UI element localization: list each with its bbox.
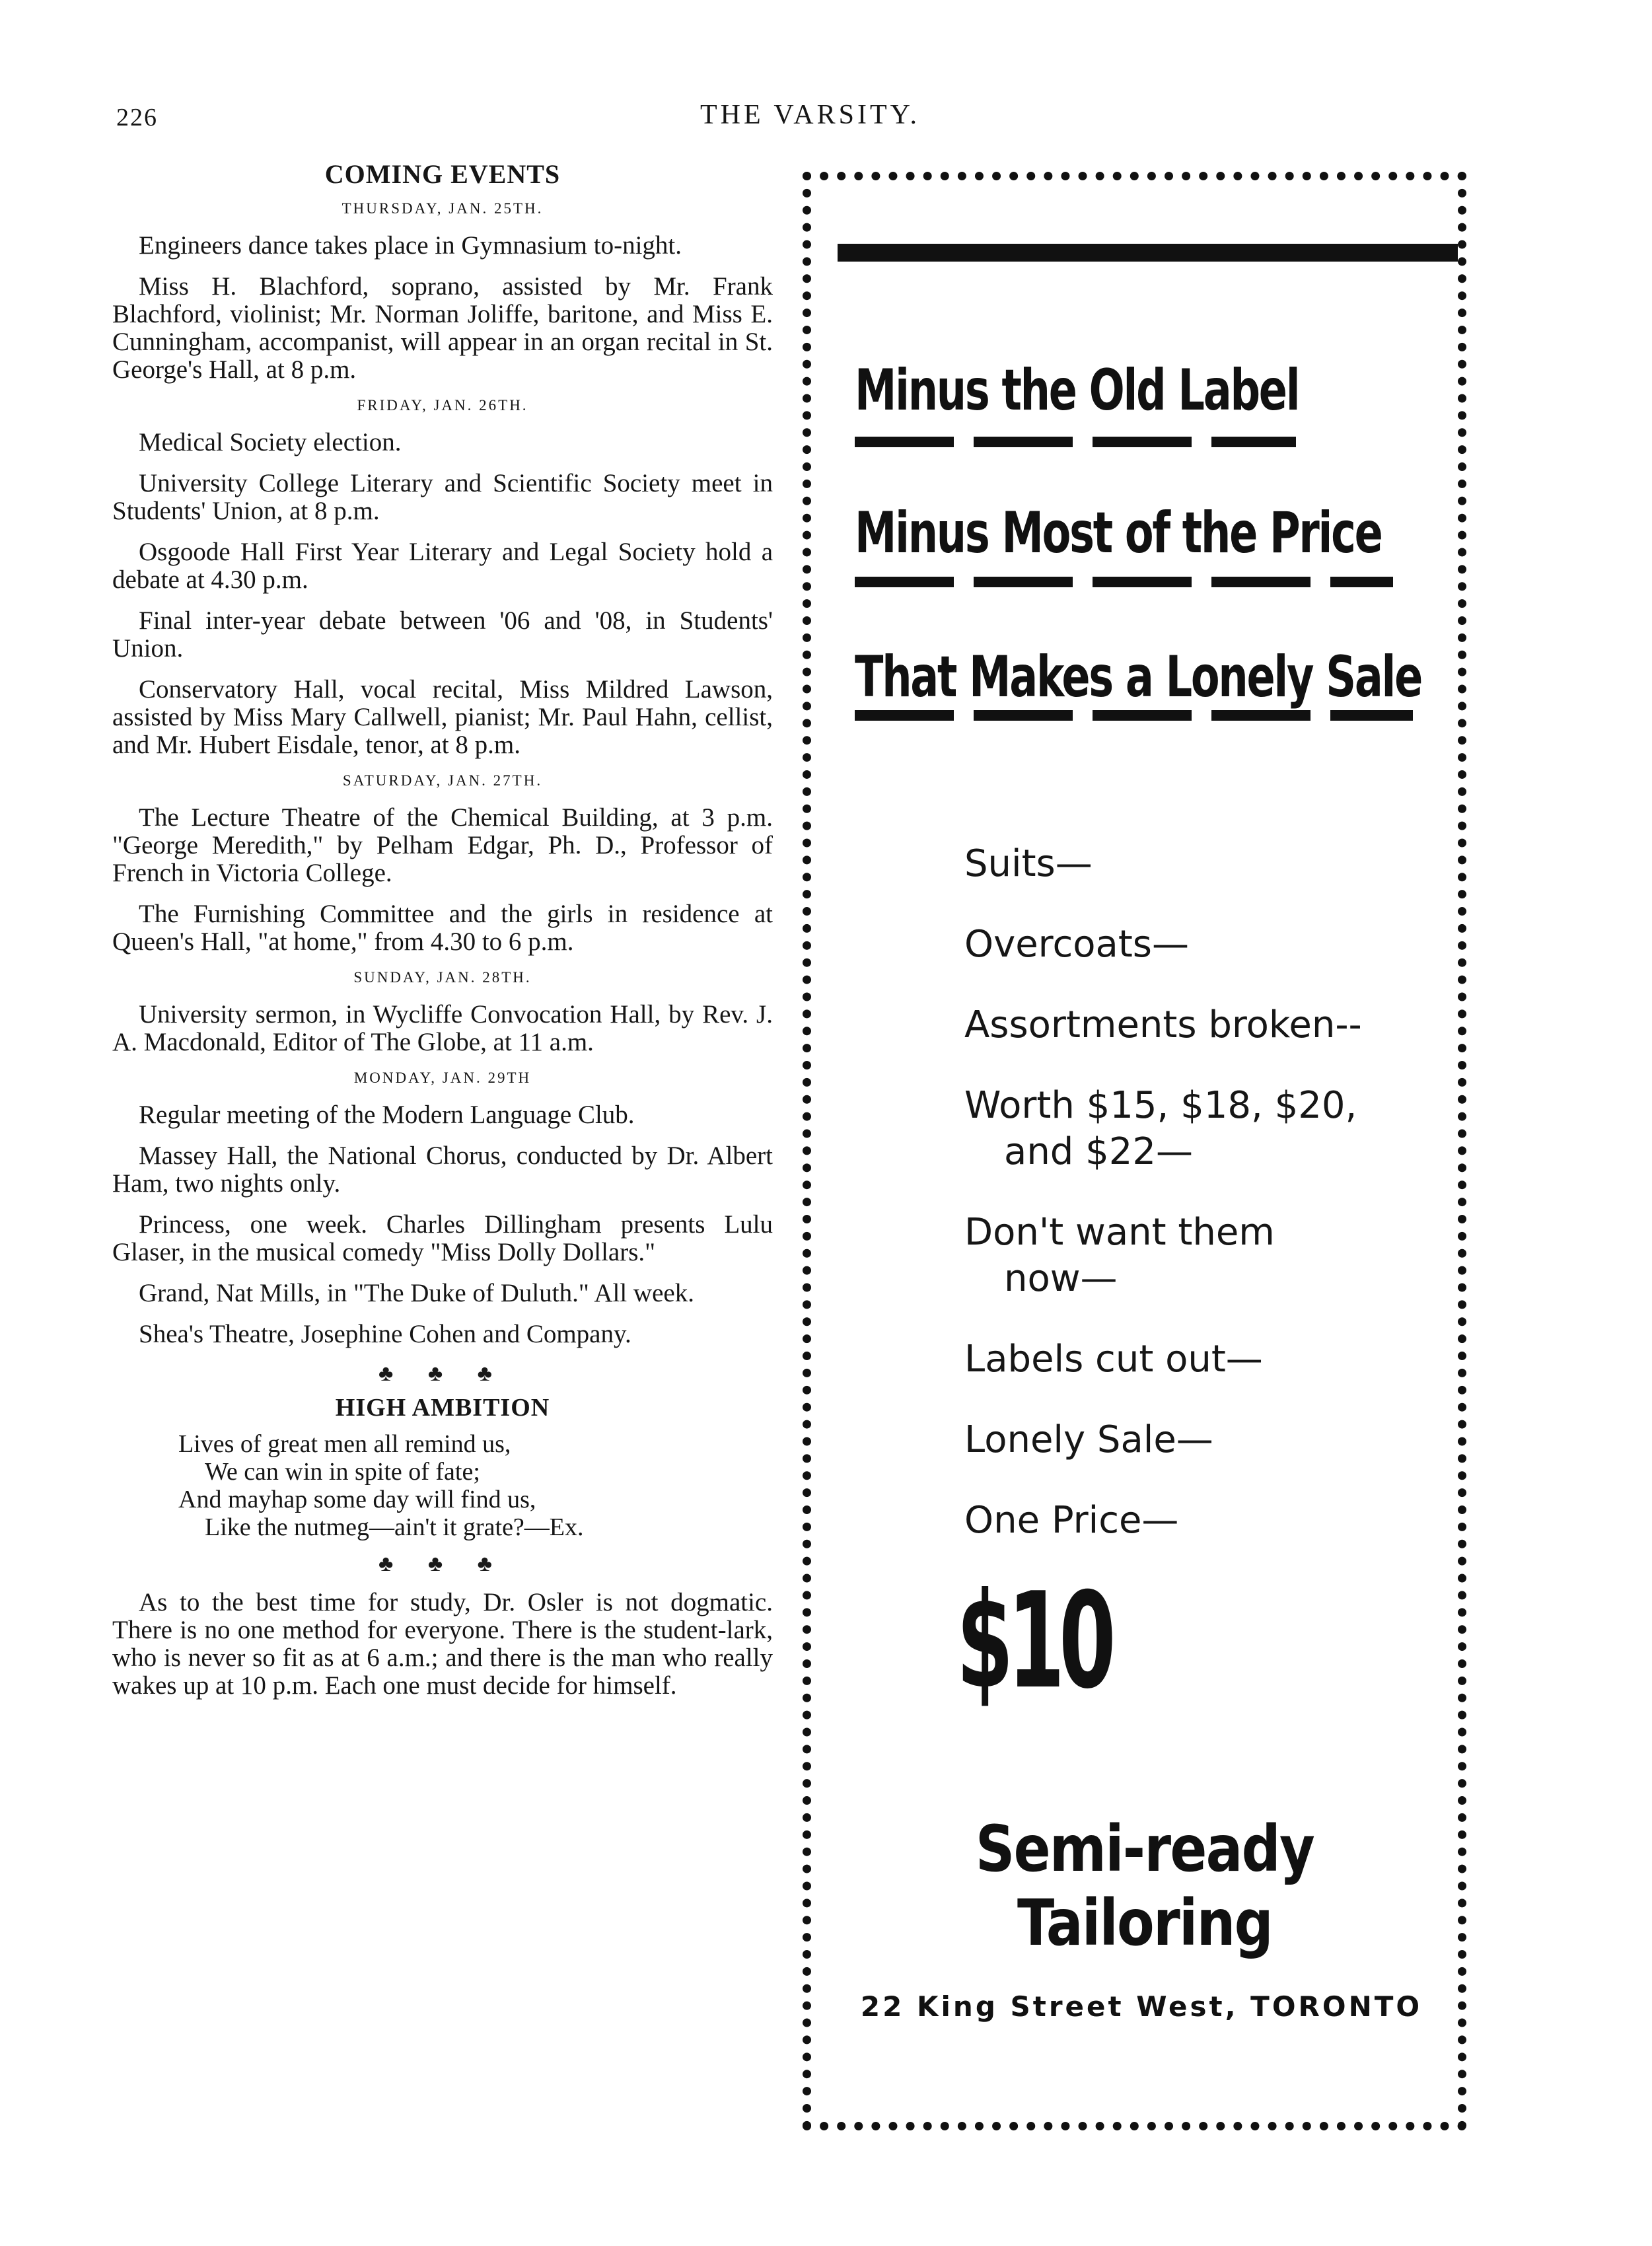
- advertisement: [803, 172, 1466, 2130]
- poem: [112, 1393, 773, 1541]
- ad-item-text: Don't want them: [964, 1211, 1275, 1254]
- ad-item: [964, 1336, 1362, 1383]
- date-heading: THURSDAY, JAN. 25TH.: [341, 200, 544, 217]
- ad-item: [964, 1002, 1362, 1048]
- event-item: Conservatory Hall, vocal recital, Miss Mildred Lawson, assisted by Miss Mary Callwell, pianist; Mr. Paul Hahn, cellist, and Mr. Hubert Eisdale, tenor, at 8 p.m.: [112, 675, 773, 759]
- poem-line: Like the nutmeg—ain't it grate?—Ex.: [205, 1513, 584, 1541]
- poem-title: HIGH AMBITION: [335, 1394, 550, 1422]
- day-section: [112, 1069, 773, 1348]
- event-item: Grand, Nat Mills, in "The Duke of Duluth." All week.: [139, 1279, 694, 1307]
- day-section: [112, 200, 773, 384]
- page-number: 226: [116, 104, 158, 131]
- event-item: Miss H. Blachford, soprano, assisted by Mr. Frank Blachford, violinist; Mr. Norman Joliffe, baritone, and Miss E. Cunningham, accompanist, will appear in an organ recital in St. George's Hall, at 8 p.m.: [112, 272, 773, 384]
- running-head: THE VARSITY.: [700, 100, 921, 130]
- event-item: Osgoode Hall First Year Literary and Legal Society hold a debate at 4.30 p.m.: [112, 538, 773, 594]
- coming-events-title: COMING EVENTS: [324, 159, 561, 189]
- event-item: Engineers dance takes place in Gymnasium to-night.: [139, 231, 682, 260]
- dashed-rule: [855, 577, 1393, 587]
- date-heading: FRIDAY, JAN. 26TH.: [357, 397, 528, 414]
- store-address: 22 King Street West, TORONTO: [860, 1990, 1423, 2023]
- event-item: The Lecture Theatre of the Chemical Building, at 3 p.m. "George Meredith," by Pelham Edgar, Ph. D., Professor of French in Victoria College.: [112, 803, 773, 887]
- left-column: [112, 159, 773, 1700]
- ad-item-continuation: and $22—: [1004, 1130, 1194, 1173]
- ad-item: [964, 1083, 1362, 1175]
- brand-line: Semi-ready: [975, 1812, 1314, 1886]
- poem-line: And mayhap some day will find us,: [178, 1486, 536, 1513]
- price: $10: [956, 1564, 1110, 1718]
- event-item: The Furnishing Committee and the girls in residence at Queen's Hall, "at home," from 4.30 to 6 p.m.: [112, 900, 773, 956]
- ad-item-text: Worth $15, $18, $20,: [964, 1084, 1357, 1127]
- event-item: Final inter-year debate between '06 and '08, in Students' Union.: [112, 606, 773, 663]
- dashed-rule: [855, 710, 1413, 721]
- event-item: Shea's Theatre, Josephine Cohen and Company.: [139, 1320, 631, 1348]
- ad-item-text: One Price—: [964, 1499, 1179, 1542]
- club-ornament-icon: ♣ ♣ ♣: [378, 1552, 507, 1576]
- poem-line: We can win in spite of fate;: [205, 1458, 480, 1486]
- ad-headline: Minus Most of the Price: [855, 500, 1382, 566]
- ad-item: [964, 1498, 1362, 1544]
- day-section: [112, 772, 773, 956]
- ad-item: [964, 1210, 1362, 1302]
- day-section: [112, 969, 773, 1056]
- date-heading: MONDAY, JAN. 29TH: [353, 1069, 532, 1086]
- ad-item-text: Suits—: [964, 842, 1093, 885]
- day-section: [112, 397, 773, 759]
- ad-item-continuation: now—: [1004, 1257, 1118, 1300]
- ad-headline: Minus the Old Label: [855, 357, 1299, 423]
- poem-line: Lives of great men all remind us,: [178, 1430, 511, 1458]
- dashed-rule: [855, 437, 1296, 447]
- ad-item: [964, 922, 1362, 968]
- date-heading: SATURDAY, JAN. 27TH.: [342, 772, 543, 789]
- ad-item-text: Lonely Sale—: [964, 1418, 1213, 1461]
- ad-top-bar: [838, 244, 1458, 262]
- ad-item: [964, 841, 1362, 887]
- ad-item-text: Overcoats—: [964, 923, 1189, 966]
- ad-item-list: [964, 841, 1362, 1578]
- club-ornament-icon: ♣ ♣ ♣: [378, 1361, 507, 1386]
- brand-logo: [947, 1812, 1343, 1960]
- event-item: University College Literary and Scientific Society meet in Students' Union, at 8 p.m.: [112, 469, 773, 525]
- ad-headline: That Makes a Lonely Sale: [855, 644, 1422, 710]
- date-heading: SUNDAY, JAN. 28TH.: [353, 969, 532, 986]
- event-item: Medical Society election.: [139, 428, 402, 456]
- event-item: University sermon, in Wycliffe Convocation Hall, by Rev. J. A. Macdonald, Editor of The Globe, at 11 a.m.: [112, 1000, 773, 1056]
- event-item: Princess, one week. Charles Dillingham presents Lulu Glaser, in the musical comedy "Miss Dolly Dollars.": [112, 1210, 773, 1266]
- event-item: Massey Hall, the National Chorus, conducted by Dr. Albert Ham, two nights only.: [112, 1141, 773, 1198]
- ad-item-text: Assortments broken--: [964, 1003, 1362, 1046]
- event-item: Regular meeting of the Modern Language Club.: [139, 1101, 635, 1129]
- ad-item-text: Labels cut out—: [964, 1338, 1263, 1381]
- ad-item: [964, 1417, 1362, 1463]
- closing-paragraph: As to the best time for study, Dr. Osler is not dogmatic. There is no one method for everyone. There is the student-lark, who is never so fit as at 6 a.m.; and there is the man who really wakes up at 10 p.m. Each one must decide for himself.: [112, 1588, 773, 1700]
- brand-line: Tailoring: [1017, 1886, 1273, 1960]
